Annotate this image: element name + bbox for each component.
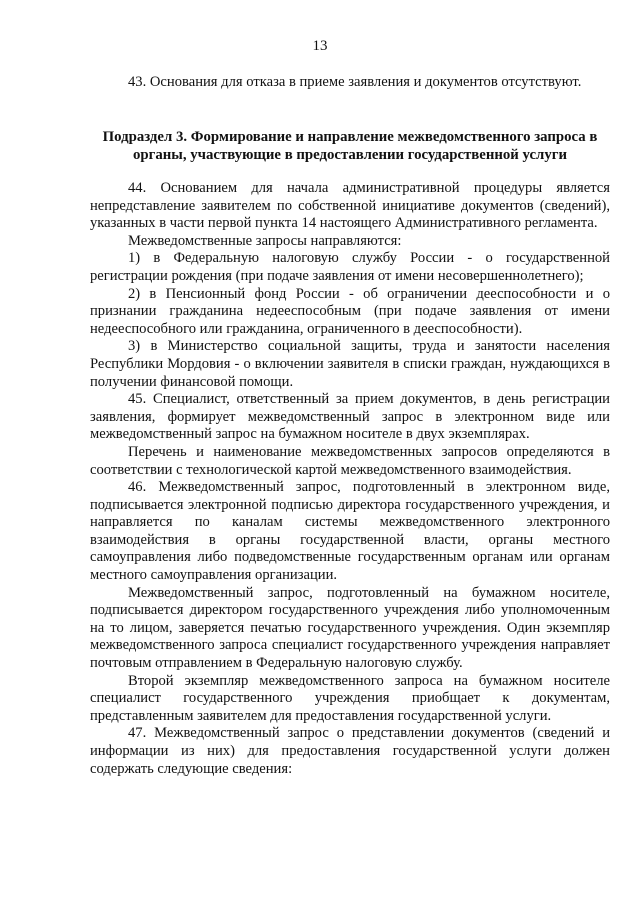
paragraph-request-1: 1) в Федеральную налоговую службу России - о государственной регистрации рождения (при подаче заявления от имени несовершеннолетнего);: [90, 250, 610, 284]
main-text: [90, 180, 610, 778]
paragraph-46: 46. Межведомственный запрос, подготовленный в электронном виде, подписывается электронной подписью директора государственного учреждения, и направляется по каналам системы межведомственного электронного взаимодействия в органы государственной власти, органы местного самоуправления либо подведомственные государственным органам или органам местного самоуправления организации.: [90, 479, 610, 584]
paragraph-requests-intro: Межведомственные запросы направляются:: [128, 232, 402, 249]
paragraph-43-block: [90, 74, 610, 92]
paragraph-47: 47. Межведомственный запрос о представлении документов (сведений и информации из них) для предоставления государственной услуги должен содержать следующие сведения:: [90, 725, 610, 777]
paragraph-43: 43. Основания для отказа в приеме заявления и документов отсутствуют.: [128, 74, 582, 90]
paragraph-second-copy: Второй экземпляр межведомственного запроса на бумажном носителе специалист государственного учреждения приобщает к документам, представленным заявителем для предоставления государственной услуги.: [90, 672, 610, 724]
page-number: 13: [312, 38, 328, 54]
paragraph-44: 44. Основанием для начала административной процедуры является непредставление заявителем по собственной инициативе документов (сведений), указанных в части первой пункта 14 настоящего Административного регламента.: [90, 180, 610, 232]
heading-line-2: органы, участвующие в предоставлении государственной услуги: [133, 147, 567, 163]
paragraph-list-of-requests: Перечень и наименование межведомственных запросов определяются в соответствии с технологической картой межведомственного взаимодействия.: [90, 443, 610, 478]
paragraph-45: 45. Специалист, ответственный за прием документов, в день регистрации заявления, формирует межведомственный запрос в электронном виде или межведомственный запрос на бумажном носителе в двух экземплярах.: [90, 391, 610, 443]
paragraph-paper-request: Межведомственный запрос, подготовленный на бумажном носителе, подписывается директором государственного учреждения либо уполномоченным на то лицом, заверяется печатью государственного учреждения. Один экземпляр межведомственного запроса специалист государственного учреждения направляет почтовым отправлением в Федеральную налоговую службу.: [90, 584, 610, 672]
heading-line-1: Подраздел 3. Формирование и направление межведомственного запроса в: [102, 129, 598, 145]
section-heading: [90, 128, 610, 164]
paragraph-request-2: 2) в Пенсионный фонд России - об ограничении дееспособности и о признании гражданина недееспособным (при подаче заявления от имени недееспособного или гражданина, ограниченного в дееспособности).: [90, 285, 610, 337]
paragraph-request-3: 3) в Министерство социальной защиты, труда и занятости населения Республики Мордовия - о включении заявителя в списки граждан, нуждающихся в получении финансовой помощи.: [90, 338, 610, 390]
